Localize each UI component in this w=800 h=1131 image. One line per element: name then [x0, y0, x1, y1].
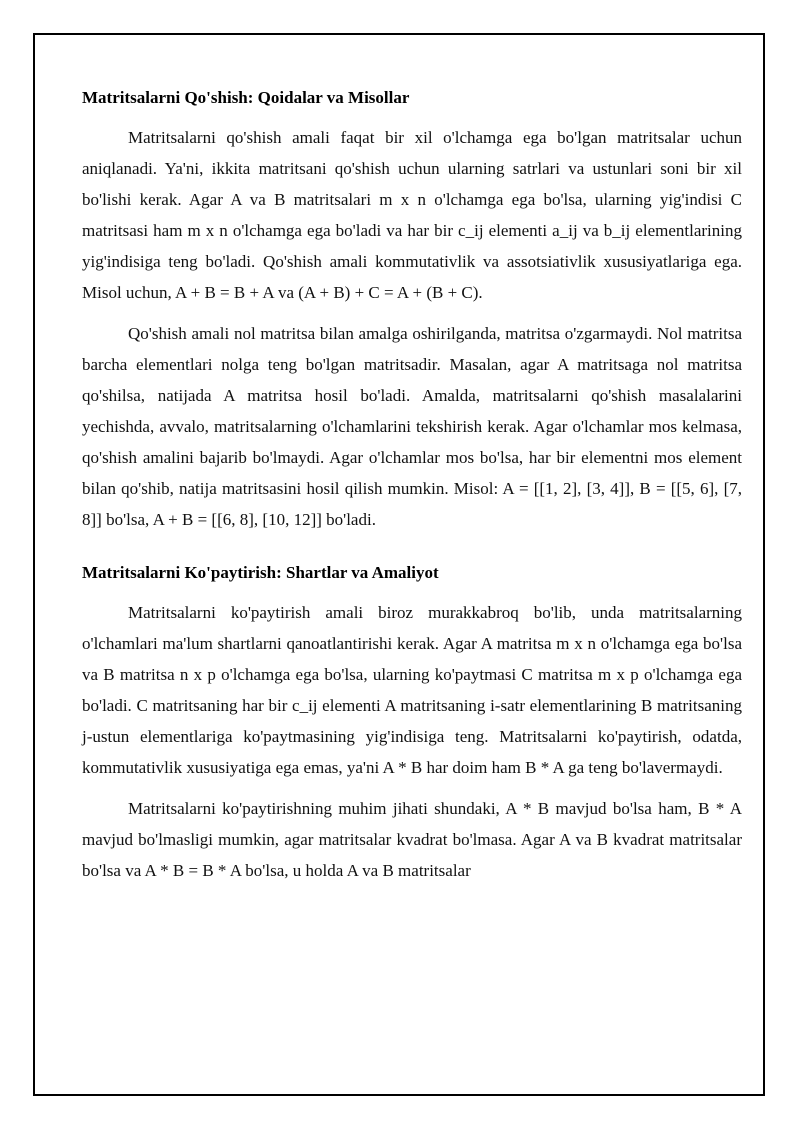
paragraph: Matritsalarni ko'paytirish amali biroz murakkabroq bo'lib, unda matritsalarning o'lchamlari ma'lum shartlarni qanoatlantirishi kerak. Agar A matritsa m x n o'lchamga ega bo'lsa va B matritsa n x p o'lchamga ega bo'lsa, ularning ko'paytmasi C matritsa m x p o'lchamga ega bo'ladi. C matritsaning har bir c_ij elementi A matritsaning i-satr elementlarining B matritsaning j-ustun elementlariga ko'paytmasining yig'indisiga teng. Matritsalarni ko'paytirish, odatda, kommutativlik xususiyatiga ega emas, ya'ni A * B har doim ham B * A ga teng bo'lavermaydi.: [82, 603, 742, 777]
section-spacer: [82, 545, 742, 559]
document-content: [82, 84, 742, 896]
section-heading: Matritsalarni Ko'paytirish: Shartlar va Amaliyot: [82, 563, 439, 582]
section-matrix-addition: [82, 84, 742, 535]
paragraph: Qo'shish amali nol matritsa bilan amalga oshirilganda, matritsa o'zgarmaydi. Nol matritsa barcha elementlari nolga teng bo'lgan matritsadir. Masalan, agar A matritsaga nol matritsa qo'shilsa, natijada A matritsa hosil bo'ladi. Amalda, matritsalarni qo'shish masalalarini yechishda, avvalo, matritsalarning o'lchamlarini tekshirish kerak. Agar o'lchamlar mos kelmasa, qo'shish amalini bajarib bo'lmaydi. Agar o'lchamlar mos bo'lsa, har bir elementni mos element bilan qo'shib, natija matritsasini hosil qilish mumkin. Misol: A = [[1, 2], [3, 4]], B = [[5, 6], [7, 8]] bo'lsa, A + B = [[6, 8], [10, 12]] bo'ladi.: [82, 324, 742, 529]
paragraph: Matritsalarni qo'shish amali faqat bir xil o'lchamga ega bo'lgan matritsalar uchun aniqlanadi. Ya'ni, ikkita matritsani qo'shish uchun ularning satrlari va ustunlari soni bir xil bo'lishi kerak. Agar A va B matritsalari m x n o'lchamga ega bo'lsa, ularning yig'indisi C matritsasi ham m x n o'lchamga ega bo'ladi va har bir c_ij elementi a_ij va b_ij elementlarining yig'indisiga teng bo'ladi. Qo'shish amali kommutativlik va assotsiativlik xususiyatlariga ega. Misol uchun, A + B = B + A va (A + B) + C = A + (B + C).: [82, 128, 742, 302]
section-heading: Matritsalarni Qo'shish: Qoidalar va Misollar: [82, 88, 410, 107]
paragraph: Matritsalarni ko'paytirishning muhim jihati shundaki, A * B mavjud bo'lsa ham, B * A mavjud bo'lmasligi mumkin, agar matritsalar kvadrat bo'lmasa. Agar A va B kvadrat matritsalar bo'lsa va A * B = B * A bo'lsa, u holda A va B matritsalar: [82, 799, 742, 880]
section-matrix-multiplication: [82, 559, 742, 886]
